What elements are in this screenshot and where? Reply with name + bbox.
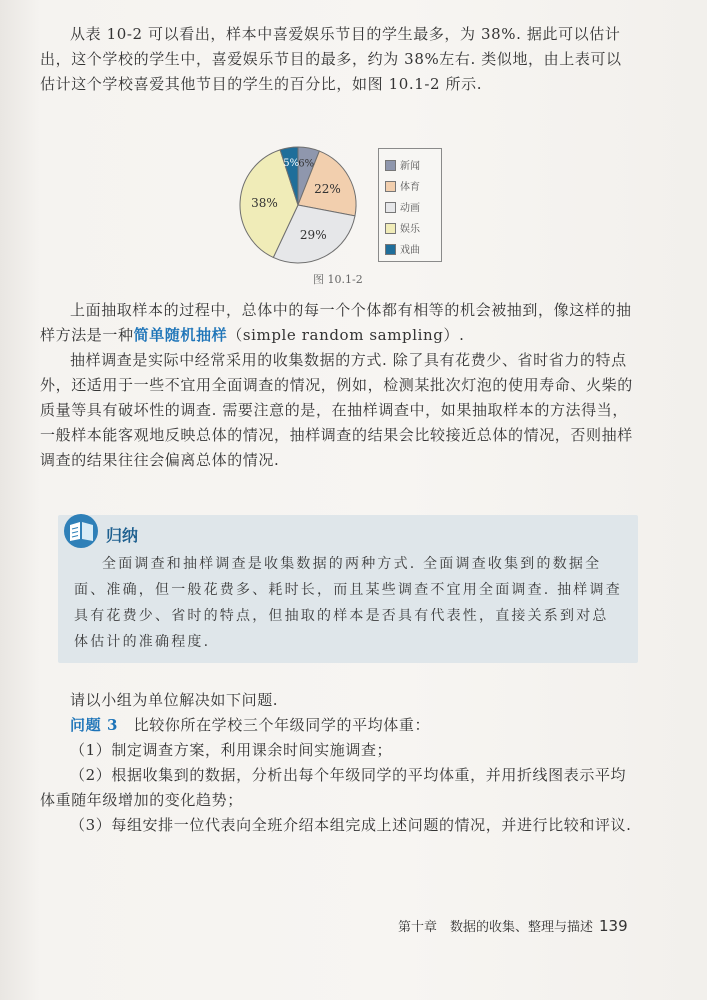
legend-label: 戏曲 — [400, 245, 420, 256]
pie-label-2: 29% — [299, 227, 327, 242]
chart-legend — [378, 148, 442, 262]
pie-label-4: 5% — [283, 158, 300, 170]
problem-label: 问题 3 — [70, 716, 119, 734]
legend-swatch-sports — [385, 181, 396, 192]
pie-chart-svg — [238, 143, 368, 268]
key-term: 简单随机抽样 — [133, 326, 228, 344]
paragraph-simple-random-sampling: 上面抽取样本的过程中，总体中的每一个个体都有相等的机会被抽到，像这样的抽样方法是一种简单随机抽样（simple random sampling）. — [40, 301, 632, 344]
paragraph-pie-intro: 从表 10-2 可以看出，样本中喜爱娱乐节目的学生最多，为 38%. 据此可以估计出，这个学校的学生中，喜爱娱乐节目的最多，约为 38%左右. 类似地，由上表可以估计这个学校喜爱其他节目的学生的百分比，如图 10.1-2 所示. — [40, 25, 622, 93]
problem-item-2: （2）根据收集到的数据，分析出每个年级同学的平均体重，并用折线图表示平均体重随年级增加的变化趋势； — [40, 766, 627, 809]
summary-title: 归纳 — [106, 526, 139, 545]
figure-caption: 图 10.1-2 — [313, 273, 363, 286]
legend-swatch-opera — [385, 244, 396, 255]
legend-label: 娱乐 — [400, 224, 420, 235]
legend-swatch-news — [385, 160, 396, 171]
paragraph-sampling-survey: 抽样调查是实际中经常采用的收集数据的方式. 除了具有花费少、省时省力的特点外，还适用于一些不宜用全面调查的情况，例如，检测某批次灯泡的使用寿命、火柴的质量等具有破坏性的调查. 需要注意的是，在抽样调查中，如果抽取样本的方法得当，一般样本能客观地反映总体的情况，抽样调查的结果会比较接近总体的情况，否则抽样调查的结果往往会偏离总体的情况. — [40, 351, 633, 469]
paragraph-group-task-intro: 请以小组为单位解决如下问题. — [70, 691, 279, 709]
chapter-title: 第十章 数据的收集、整理与描述 — [398, 920, 594, 935]
page-footer — [398, 916, 628, 935]
page-number: 139 — [599, 917, 628, 935]
book-icon — [63, 513, 101, 549]
problem-3: 问题 3 比较你所在学校三个年级同学的平均体重： — [70, 716, 431, 734]
pie-label-3: 38% — [251, 195, 278, 210]
legend-label: 动画 — [400, 203, 420, 214]
legend-label: 体育 — [400, 182, 420, 193]
summary-text: 全面调查和抽样调查是收集数据的两种方式. 全面调查收集到的数据全面、准确，但一般花费多、耗时长，而且某些调查不宜用全面调查. 抽样调查具有花费少、省时的特点，但抽取的样本是否具有代表性，直接关系到对总体估计的准确程度. — [74, 556, 622, 650]
legend-swatch-animation — [385, 202, 396, 213]
legend-label: 新闻 — [400, 161, 420, 172]
pie-label-0: 6% — [298, 158, 315, 170]
problem-item-3: （3）每组安排一位代表向全班介绍本组完成上述问题的情况，并进行比较和评议. — [70, 816, 632, 834]
problem-item-1: （1）制定调查方案，利用课余时间实施调查； — [70, 741, 393, 759]
legend-swatch-entertainment — [385, 223, 396, 234]
pie-label-1: 22% — [314, 181, 341, 196]
